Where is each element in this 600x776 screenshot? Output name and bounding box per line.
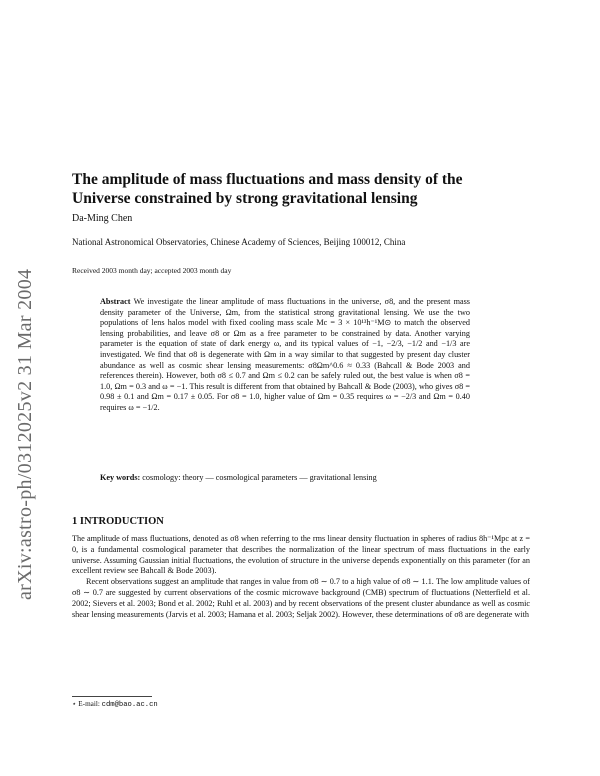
keywords-label: Key words: (100, 473, 141, 482)
keywords-text: cosmology: theory — cosmological parameters — gravitational lensing (142, 473, 377, 482)
footnote (72, 699, 158, 709)
paragraph: The amplitude of mass fluctuations, denoted as σ8 when referring to the rms linear density fluctuation in spheres of radius 8h⁻¹Mpc at z = 0, is a fundamental cosmological parameter that describes the normalization of the linear spectrum of mass fluctuations in the early universe. Assuming Gaussian initial fluctuations, the evolution of structure in the universe depends exponentially on this parameter (for an excellent review see Bahcall & Bode 2003). (72, 534, 530, 576)
paragraph: Recent observations suggest an amplitude that ranges in value from σ8 ∼ 0.7 to a high value of σ8 ∼ 1.1. The low amplitude values of σ8 ∼ 0.7 are suggested by current observations of the cosmic microwave background (CMB) spectrum of fluctuations (Netterfield et al. 2002; Sievers et al. 2003; Bond et al. 2002; Ruhl et al. 2003) and by recent observations of the present cluster abundance as well as cosmic shear lensing measurements (Jarvis et al. 2003; Hamana et al. 2003; Seljak 2002). However, these determinations of σ8 are degenerate with (72, 577, 530, 619)
footnote-divider (72, 696, 152, 697)
abstract (100, 297, 470, 414)
paper-title: The amplitude of mass fluctuations and mass density of the Universe constrained by strong gravitational lensing (72, 171, 463, 207)
section-heading-introduction: 1 INTRODUCTION (72, 516, 164, 527)
arxiv-identifier: arXiv:astro-ph/0312025v2 31 Mar 2004 (14, 268, 36, 600)
received-dates: Received 2003 month day; accepted 2003 month day (72, 266, 232, 275)
author-name: Da-Ming Chen (72, 213, 133, 224)
keywords (100, 473, 470, 484)
author-affiliation: National Astronomical Observatories, Chinese Academy of Sciences, Beijing 100012, China (72, 237, 406, 247)
email-address: cdm@bao.ac.cn (101, 701, 158, 709)
footnote-marker: ⋆ E-mail: (72, 700, 100, 708)
introduction-body (72, 534, 530, 620)
abstract-text: We investigate the linear amplitude of mass fluctuations in the universe, σ8, and the present mass density parameter of the Universe, Ωm, from the statistical strong gravitational lensing. We use the two populations of lens halos model with fixed cooling mass scale Mc = 3 × 10¹³h⁻¹M⊙ to match the observed lensing probabilities, and leave σ8 or Ωm as a free parameter to be constrained by data. Another varying parameter is the equation of state of dark energy ω, and its typical values of −1, −2/3, −1/2 and −1/3 are investigated. We find that σ8 is degenerate with Ωm in a way similar to that suggested by present day cluster abundance as well as cosmic shear lensing measurements: σ8Ωm^0.6 ≈ 0.33 (Bahcall & Bode 2003 and references therein). However, both σ8 ≤ 0.7 and Ωm ≤ 0.2 can be safely ruled out, the best value is when σ8 = 1.0, Ωm = 0.3 and ω = −1. This result is different from that obtained by Bahcall & Bode (2003), who gives σ8 = 0.98 ± 0.1 and Ωm = 0.17 ± 0.05. For σ8 = 1.0, higher value of Ωm = 0.35 requires ω = −2/3 and Ωm = 0.40 requires ω = −1/2. (100, 297, 470, 412)
abstract-label: Abstract (100, 297, 131, 306)
